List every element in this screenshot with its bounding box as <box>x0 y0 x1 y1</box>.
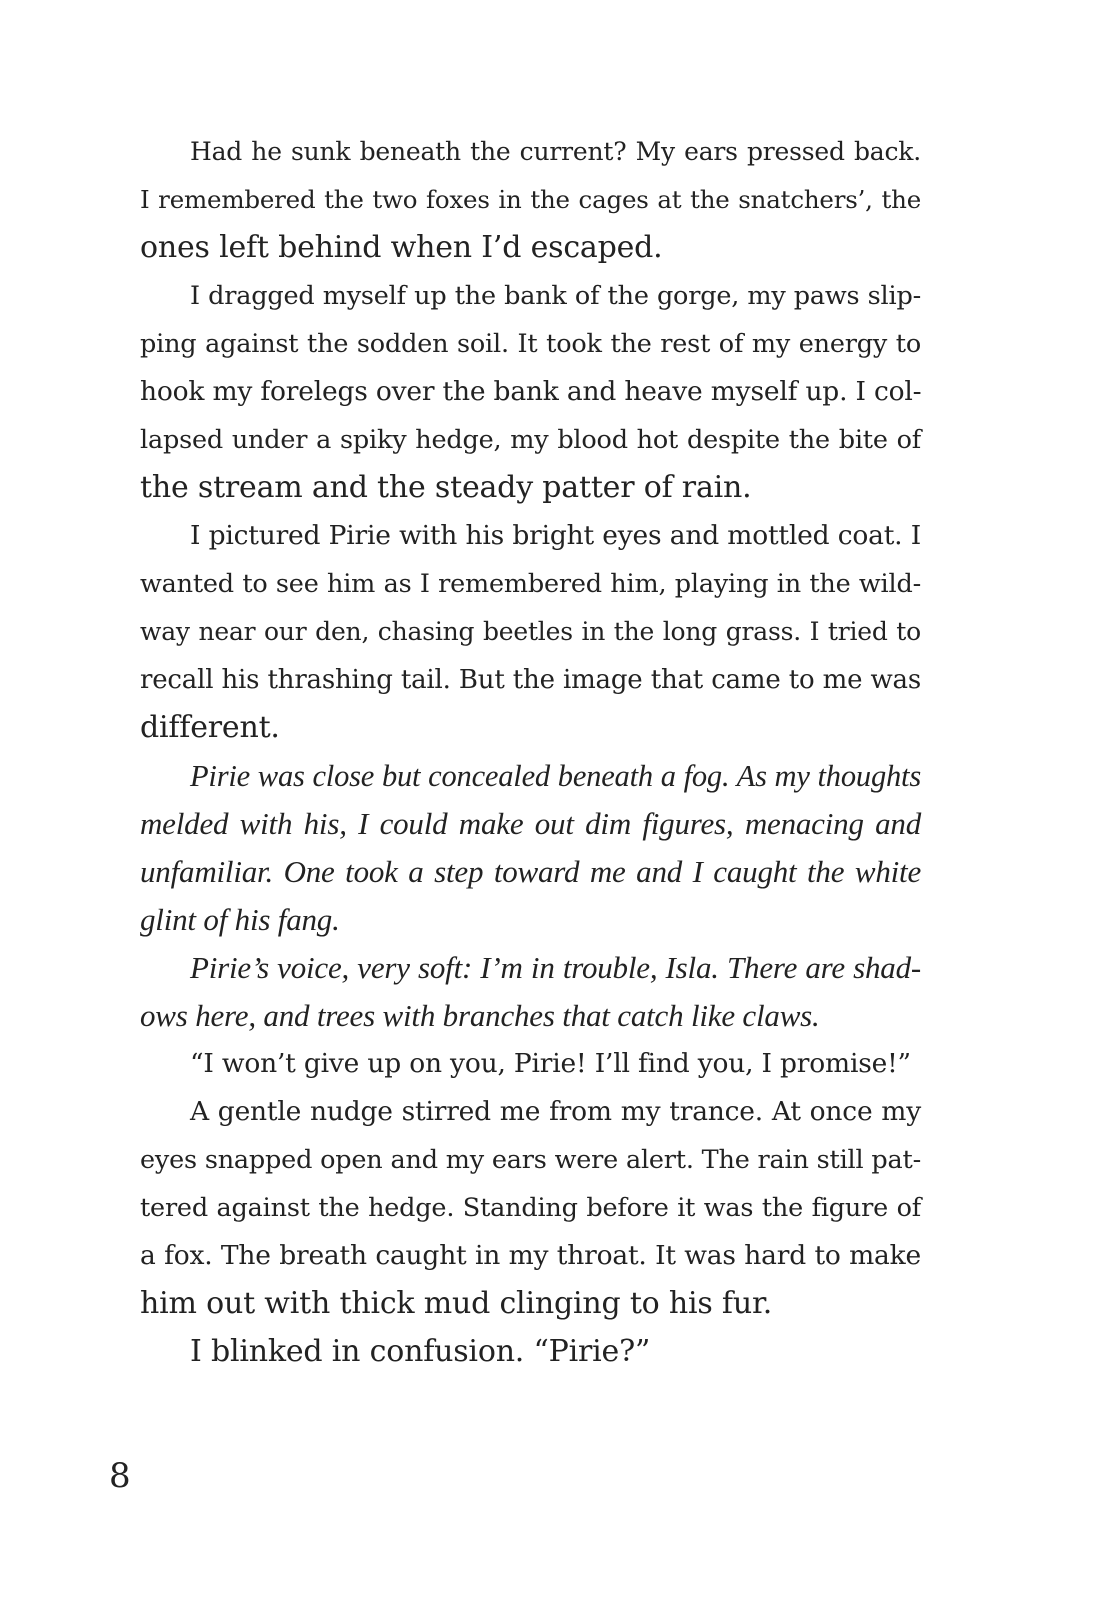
text-line: the stream and the steady patter of rain. <box>140 470 752 505</box>
text-line: I remembered the two foxes in the cages at the snatchers’, the <box>140 185 921 214</box>
italic-text-line: Pirie’s voice, very soft: I’m in trouble, Isla. There are shad- <box>190 950 921 985</box>
text-line: ping against the sodden soil. It took the rest of my energy to <box>140 329 921 359</box>
text-line: ones left behind when I’d escaped. <box>140 230 663 265</box>
text-line: eyes snapped open and my ears were alert. The rain still pat- <box>140 1145 921 1175</box>
text-line: wanted to see him as I remembered him, playing in the wild- <box>140 569 921 599</box>
italic-text-line: unfamiliar. One took a step toward me and I caught the white <box>140 854 921 889</box>
text-line: hook my forelegs over the bank and heave myself up. I col- <box>140 376 922 407</box>
text-line: different. <box>140 710 280 745</box>
text-line: I blinked in confusion. “Pirie?” <box>190 1334 651 1369</box>
text-line: way near our den, chasing beetles in the long grass. I tried to <box>140 617 921 646</box>
body-text <box>140 128 921 1376</box>
text-line: lapsed under a spiky hedge, my blood hot despite the bite of <box>140 425 921 455</box>
italic-text-line: Pirie was close but concealed beneath a fog. As my thoughts <box>190 759 921 793</box>
text-line: I dragged myself up the bank of the gorge, my paws slip- <box>190 281 921 311</box>
text-line: recall his thrashing tail. But the image that came to me was <box>140 665 921 695</box>
italic-text-line: glint of his fang. <box>140 902 340 937</box>
text-line: tered against the hedge. Standing before it was the figure of <box>140 1193 921 1223</box>
text-line: Had he sunk beneath the current? My ears pressed back. <box>190 137 921 166</box>
text-line: “I won’t give up on you, Pirie! I’ll find you, I promise!” <box>190 1048 911 1079</box>
text-line: A gentle nudge stirred me from my trance. At once my <box>190 1096 921 1127</box>
text-line: I pictured Pirie with his bright eyes and mottled coat. I <box>190 520 921 551</box>
italic-text-line: ows here, and trees with branches that catch like claws. <box>140 998 820 1033</box>
page-number: 8 <box>109 1456 131 1496</box>
italic-text-line: melded with his, I could make out dim figures, menacing and <box>140 806 921 841</box>
text-line: a fox. The breath caught in my throat. It was hard to make <box>140 1240 921 1271</box>
text-line: him out with thick mud clinging to his fur. <box>140 1286 773 1321</box>
